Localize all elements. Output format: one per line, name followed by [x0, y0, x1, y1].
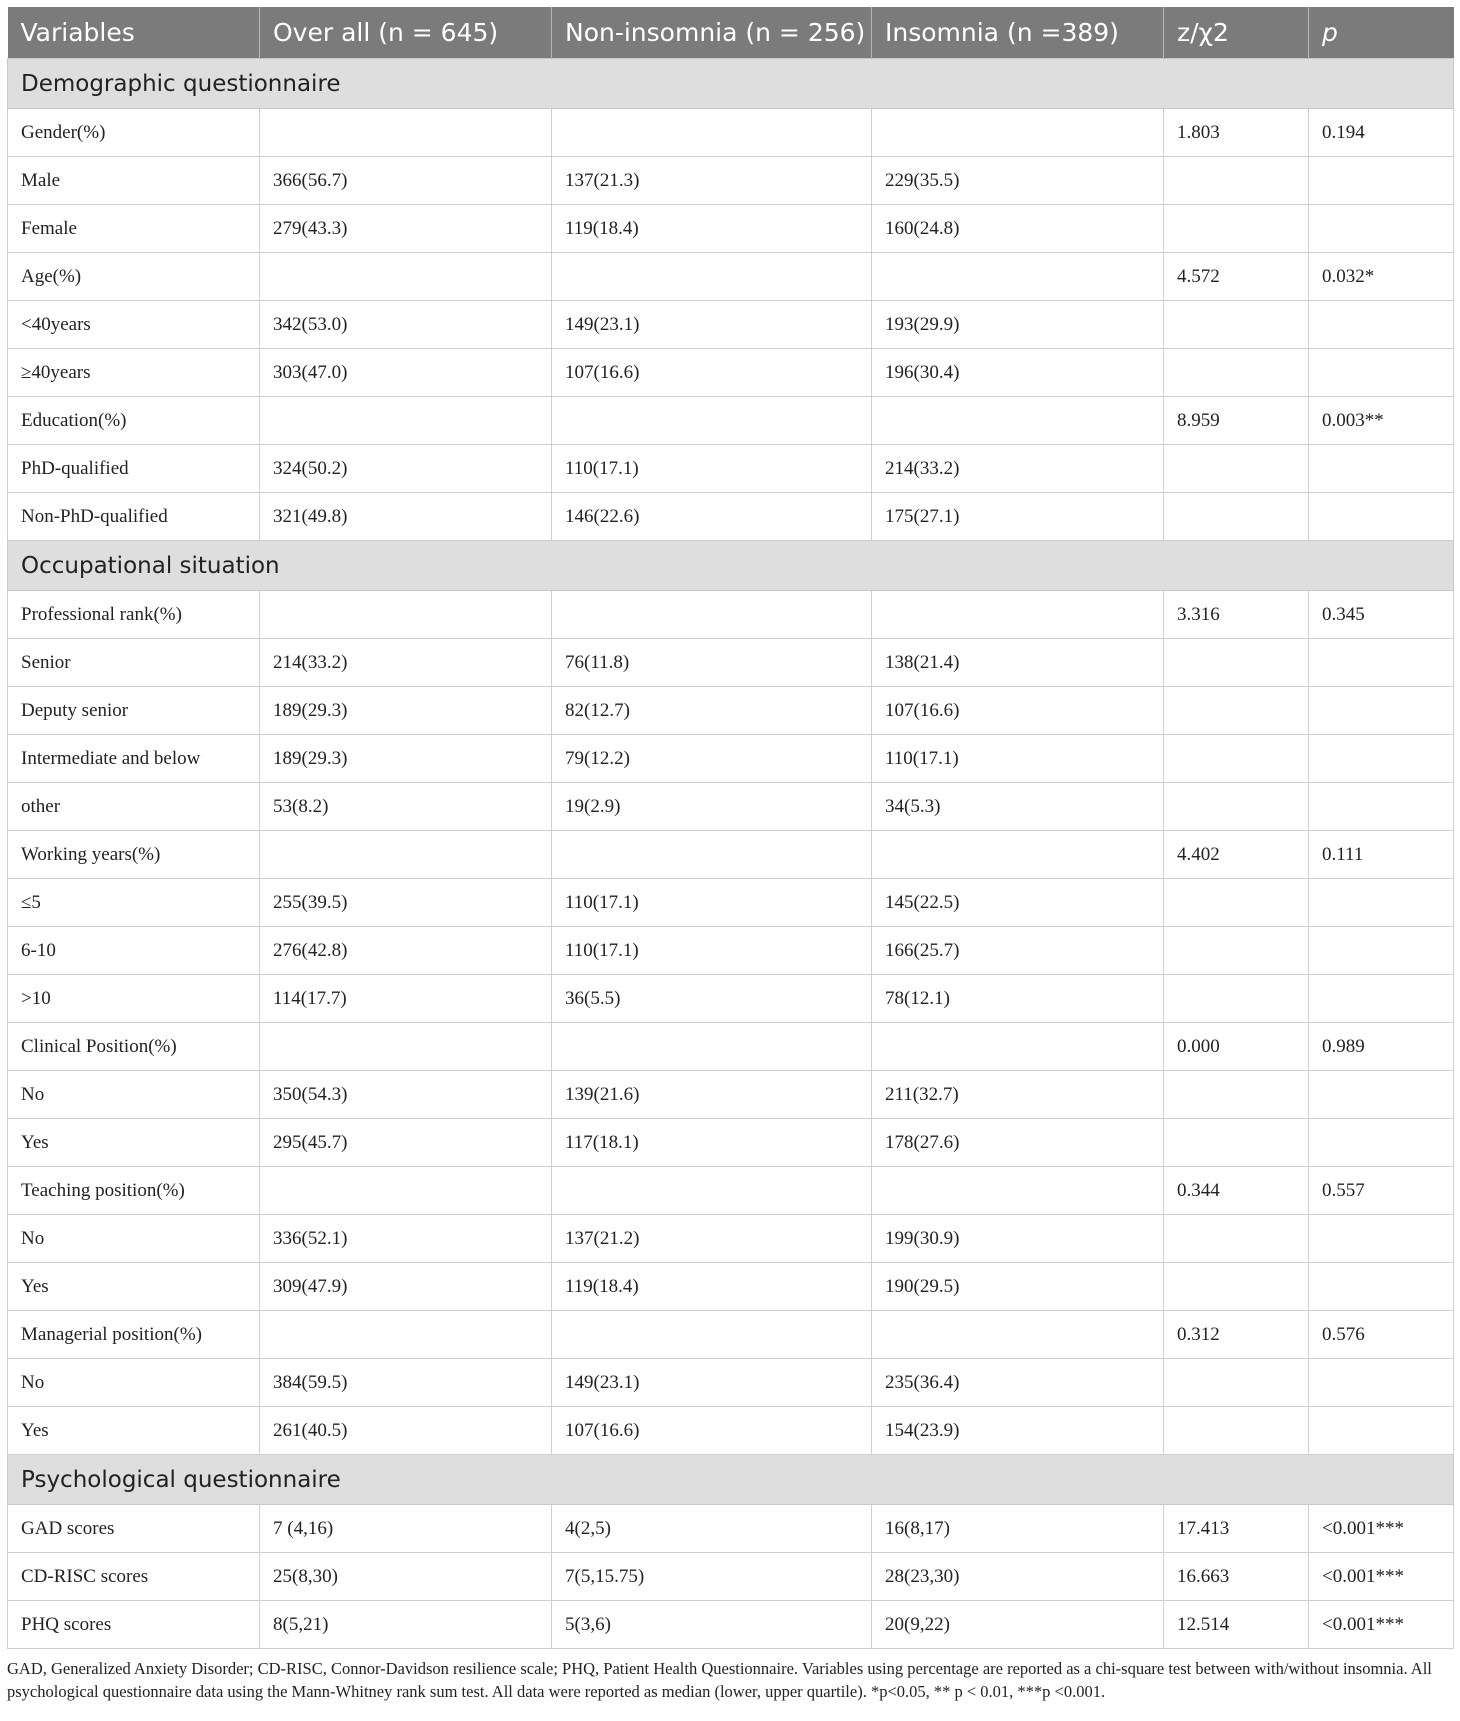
table-cell: 0.000 — [1164, 1023, 1309, 1071]
table-cell: Yes — [8, 1263, 260, 1311]
table-cell — [260, 1023, 552, 1071]
table-cell: Intermediate and below — [8, 735, 260, 783]
table-cell: 8.959 — [1164, 397, 1309, 445]
table-cell: 110(17.1) — [552, 927, 872, 975]
table-row — [8, 927, 1454, 975]
table-cell: No — [8, 1071, 260, 1119]
section-row — [8, 1455, 1454, 1505]
table-row — [8, 639, 1454, 687]
table-cell: 20(9,22) — [872, 1601, 1164, 1649]
table-cell: 0.032* — [1309, 253, 1454, 301]
table-cell — [1309, 1119, 1454, 1167]
table-cell: 110(17.1) — [872, 735, 1164, 783]
table-cell: 137(21.3) — [552, 157, 872, 205]
footnote: GAD, Generalized Anxiety Disorder; CD-RISC, Connor-Davidson resilience scale; PHQ, Patient Health Questionnaire. Variables using percentage are reported as a chi-square test between with/without insomnia. All psychological questionnaire data using the Mann-Whitney rank sum test. All data were reported as median (lower, upper quartile). *p<0.05, ** p < 0.01, ***p <0.001. — [7, 1659, 1432, 1701]
table-cell — [1309, 1071, 1454, 1119]
table-cell — [1164, 157, 1309, 205]
table-cell: 17.413 — [1164, 1505, 1309, 1553]
table-cell: 235(36.4) — [872, 1359, 1164, 1407]
table-cell — [1309, 205, 1454, 253]
table-cell — [1309, 349, 1454, 397]
table-cell — [1309, 783, 1454, 831]
table-cell — [872, 1023, 1164, 1071]
table-cell — [872, 591, 1164, 639]
table-cell: 16.663 — [1164, 1553, 1309, 1601]
table-cell: 3.316 — [1164, 591, 1309, 639]
table-cell: 1.803 — [1164, 109, 1309, 157]
table-cell: 384(59.5) — [260, 1359, 552, 1407]
table-row — [8, 1359, 1454, 1407]
table-cell: 110(17.1) — [552, 445, 872, 493]
table-cell — [1309, 445, 1454, 493]
table-cell — [1309, 879, 1454, 927]
table-cell — [260, 253, 552, 301]
table-cell: 178(27.6) — [872, 1119, 1164, 1167]
table-cell: 229(35.5) — [872, 157, 1164, 205]
table-cell — [872, 397, 1164, 445]
table-cell — [1309, 639, 1454, 687]
table-cell: 324(50.2) — [260, 445, 552, 493]
table-cell — [552, 1311, 872, 1359]
section-title: Demographic questionnaire — [8, 59, 1454, 109]
table-cell: 342(53.0) — [260, 301, 552, 349]
table-cell — [1164, 1215, 1309, 1263]
table-row — [8, 301, 1454, 349]
table-cell: 0.989 — [1309, 1023, 1454, 1071]
table-row — [8, 157, 1454, 205]
table-row — [8, 687, 1454, 735]
table-row — [8, 1023, 1454, 1071]
table-cell — [1309, 735, 1454, 783]
table-cell — [872, 831, 1164, 879]
table-cell — [552, 831, 872, 879]
section-row — [8, 59, 1454, 109]
table-cell: <0.001*** — [1309, 1505, 1454, 1553]
header-p: p — [1309, 7, 1454, 59]
data-table — [7, 7, 1454, 1649]
table-cell: 7(5,15.75) — [552, 1553, 872, 1601]
table-cell: PHQ scores — [8, 1601, 260, 1649]
table-cell — [1309, 1407, 1454, 1455]
table-cell: 34(5.3) — [872, 783, 1164, 831]
table-cell: 28(23,30) — [872, 1553, 1164, 1601]
table-body — [8, 59, 1454, 1649]
table-cell: 82(12.7) — [552, 687, 872, 735]
table-row — [8, 1311, 1454, 1359]
table-row — [8, 109, 1454, 157]
table-cell: 214(33.2) — [260, 639, 552, 687]
table-row — [8, 591, 1454, 639]
table-cell — [1164, 687, 1309, 735]
table-cell — [1309, 493, 1454, 541]
table-cell — [1164, 1263, 1309, 1311]
table-cell: 0.111 — [1309, 831, 1454, 879]
table-cell: 19(2.9) — [552, 783, 872, 831]
table-cell: 166(25.7) — [872, 927, 1164, 975]
table-container — [7, 7, 1453, 1703]
table-cell — [1309, 1359, 1454, 1407]
table-row — [8, 975, 1454, 1023]
table-cell — [1164, 1071, 1309, 1119]
table-cell: 36(5.5) — [552, 975, 872, 1023]
table-cell — [1164, 783, 1309, 831]
table-cell — [552, 109, 872, 157]
table-cell: 8(5,21) — [260, 1601, 552, 1649]
table-row — [8, 205, 1454, 253]
table-cell — [1164, 735, 1309, 783]
table-cell — [1164, 1407, 1309, 1455]
table-cell: 16(8,17) — [872, 1505, 1164, 1553]
table-cell: No — [8, 1215, 260, 1263]
table-cell: Senior — [8, 639, 260, 687]
table-cell: >10 — [8, 975, 260, 1023]
table-cell: ≥40years — [8, 349, 260, 397]
table-row — [8, 1407, 1454, 1455]
table-cell: 321(49.8) — [260, 493, 552, 541]
table-cell: Age(%) — [8, 253, 260, 301]
table-cell: 137(21.2) — [552, 1215, 872, 1263]
table-cell — [260, 397, 552, 445]
table-cell — [1164, 1119, 1309, 1167]
header-overall: Over all (n = 645) — [260, 7, 552, 59]
table-cell: <40years — [8, 301, 260, 349]
table-cell: 107(16.6) — [552, 1407, 872, 1455]
table-cell — [552, 253, 872, 301]
table-cell: 0.345 — [1309, 591, 1454, 639]
table-row — [8, 1215, 1454, 1263]
table-cell: 114(17.7) — [260, 975, 552, 1023]
table-row — [8, 253, 1454, 301]
table-cell: 145(22.5) — [872, 879, 1164, 927]
table-cell: 149(23.1) — [552, 1359, 872, 1407]
table-cell — [1309, 157, 1454, 205]
table-cell: 309(47.9) — [260, 1263, 552, 1311]
table-cell: Non-PhD-qualified — [8, 493, 260, 541]
table-cell — [1164, 1359, 1309, 1407]
table-cell: Female — [8, 205, 260, 253]
table-cell: 276(42.8) — [260, 927, 552, 975]
section-title: Occupational situation — [8, 541, 1454, 591]
table-cell: PhD-qualified — [8, 445, 260, 493]
table-cell: 149(23.1) — [552, 301, 872, 349]
table-cell: 193(29.9) — [872, 301, 1164, 349]
table-cell: <0.001*** — [1309, 1553, 1454, 1601]
table-cell: 196(30.4) — [872, 349, 1164, 397]
table-cell — [1164, 975, 1309, 1023]
table-row — [8, 879, 1454, 927]
table-cell: 107(16.6) — [872, 687, 1164, 735]
table-cell: 53(8.2) — [260, 783, 552, 831]
table-cell — [872, 253, 1164, 301]
table-cell: other — [8, 783, 260, 831]
table-cell: 295(45.7) — [260, 1119, 552, 1167]
header-row — [8, 7, 1454, 59]
table-row — [8, 1119, 1454, 1167]
table-cell — [1164, 927, 1309, 975]
table-cell — [260, 109, 552, 157]
table-cell: 214(33.2) — [872, 445, 1164, 493]
table-cell: 211(32.7) — [872, 1071, 1164, 1119]
header-statistic: z/χ2 — [1164, 7, 1309, 59]
table-cell: 160(24.8) — [872, 205, 1164, 253]
table-cell: 199(30.9) — [872, 1215, 1164, 1263]
table-cell: 0.312 — [1164, 1311, 1309, 1359]
table-cell: 261(40.5) — [260, 1407, 552, 1455]
table-cell: No — [8, 1359, 260, 1407]
table-cell — [552, 1023, 872, 1071]
table-cell: ≤5 — [8, 879, 260, 927]
table-cell: 119(18.4) — [552, 205, 872, 253]
table-row — [8, 783, 1454, 831]
table-cell: Teaching position(%) — [8, 1167, 260, 1215]
table-cell: 119(18.4) — [552, 1263, 872, 1311]
table-cell — [872, 109, 1164, 157]
table-cell: Clinical Position(%) — [8, 1023, 260, 1071]
table-cell: 350(54.3) — [260, 1071, 552, 1119]
table-cell — [1309, 687, 1454, 735]
table-cell — [552, 397, 872, 445]
table-cell: Gender(%) — [8, 109, 260, 157]
header-insomnia: Insomnia (n =389) — [872, 7, 1164, 59]
table-row — [8, 397, 1454, 445]
header-non-insomnia: Non-insomnia (n = 256) — [552, 7, 872, 59]
table-cell: Deputy senior — [8, 687, 260, 735]
table-cell: 189(29.3) — [260, 687, 552, 735]
table-cell: Male — [8, 157, 260, 205]
table-row — [8, 349, 1454, 397]
table-cell — [552, 1167, 872, 1215]
table-cell — [260, 1311, 552, 1359]
table-cell — [1309, 975, 1454, 1023]
table-cell — [260, 591, 552, 639]
table-cell: GAD scores — [8, 1505, 260, 1553]
table-cell: 7 (4,16) — [260, 1505, 552, 1553]
table-cell: 6-10 — [8, 927, 260, 975]
table-cell — [1164, 301, 1309, 349]
table-cell: 0.003** — [1309, 397, 1454, 445]
table-cell — [1164, 493, 1309, 541]
table-cell — [260, 1167, 552, 1215]
table-cell: 12.514 — [1164, 1601, 1309, 1649]
table-cell: 107(16.6) — [552, 349, 872, 397]
table-cell — [1164, 879, 1309, 927]
table-cell: 0.576 — [1309, 1311, 1454, 1359]
table-cell — [872, 1167, 1164, 1215]
table-cell: 4.572 — [1164, 253, 1309, 301]
table-cell — [1309, 1263, 1454, 1311]
table-row — [8, 493, 1454, 541]
table-cell: 190(29.5) — [872, 1263, 1164, 1311]
table-cell: 279(43.3) — [260, 205, 552, 253]
table-row — [8, 831, 1454, 879]
table-cell: 146(22.6) — [552, 493, 872, 541]
table-cell: 0.344 — [1164, 1167, 1309, 1215]
table-cell: 4(2,5) — [552, 1505, 872, 1553]
table-cell — [872, 1311, 1164, 1359]
table-cell: Yes — [8, 1119, 260, 1167]
table-row — [8, 735, 1454, 783]
table-cell — [1164, 205, 1309, 253]
section-title: Psychological questionnaire — [8, 1455, 1454, 1505]
table-cell: 366(56.7) — [260, 157, 552, 205]
table-cell — [260, 831, 552, 879]
table-cell: 5(3,6) — [552, 1601, 872, 1649]
table-cell — [552, 591, 872, 639]
table-row — [8, 1505, 1454, 1553]
table-row — [8, 1071, 1454, 1119]
table-row — [8, 445, 1454, 493]
table-cell: 78(12.1) — [872, 975, 1164, 1023]
table-cell: CD-RISC scores — [8, 1553, 260, 1601]
table-cell: 255(39.5) — [260, 879, 552, 927]
header-variables: Variables — [8, 7, 260, 59]
table-cell: 139(21.6) — [552, 1071, 872, 1119]
table-cell: Managerial position(%) — [8, 1311, 260, 1359]
table-cell: 175(27.1) — [872, 493, 1164, 541]
table-cell: 110(17.1) — [552, 879, 872, 927]
table-cell: 4.402 — [1164, 831, 1309, 879]
table-cell: Working years(%) — [8, 831, 260, 879]
table-cell — [1309, 927, 1454, 975]
table-cell: 189(29.3) — [260, 735, 552, 783]
table-cell: 303(47.0) — [260, 349, 552, 397]
table-cell — [1164, 639, 1309, 687]
table-cell: 336(52.1) — [260, 1215, 552, 1263]
section-row — [8, 541, 1454, 591]
table-cell: 76(11.8) — [552, 639, 872, 687]
table-cell: 0.194 — [1309, 109, 1454, 157]
table-cell: 25(8,30) — [260, 1553, 552, 1601]
table-row — [8, 1167, 1454, 1215]
table-cell: 138(21.4) — [872, 639, 1164, 687]
table-cell: 154(23.9) — [872, 1407, 1164, 1455]
table-cell: <0.001*** — [1309, 1601, 1454, 1649]
table-row — [8, 1601, 1454, 1649]
table-row — [8, 1553, 1454, 1601]
table-cell: Education(%) — [8, 397, 260, 445]
table-cell — [1309, 301, 1454, 349]
table-cell: Professional rank(%) — [8, 591, 260, 639]
table-cell: 117(18.1) — [552, 1119, 872, 1167]
table-cell — [1164, 349, 1309, 397]
table-row — [8, 1263, 1454, 1311]
table-cell: 79(12.2) — [552, 735, 872, 783]
table-cell — [1309, 1215, 1454, 1263]
table-cell: 0.557 — [1309, 1167, 1454, 1215]
table-cell — [1164, 445, 1309, 493]
table-cell: Yes — [8, 1407, 260, 1455]
